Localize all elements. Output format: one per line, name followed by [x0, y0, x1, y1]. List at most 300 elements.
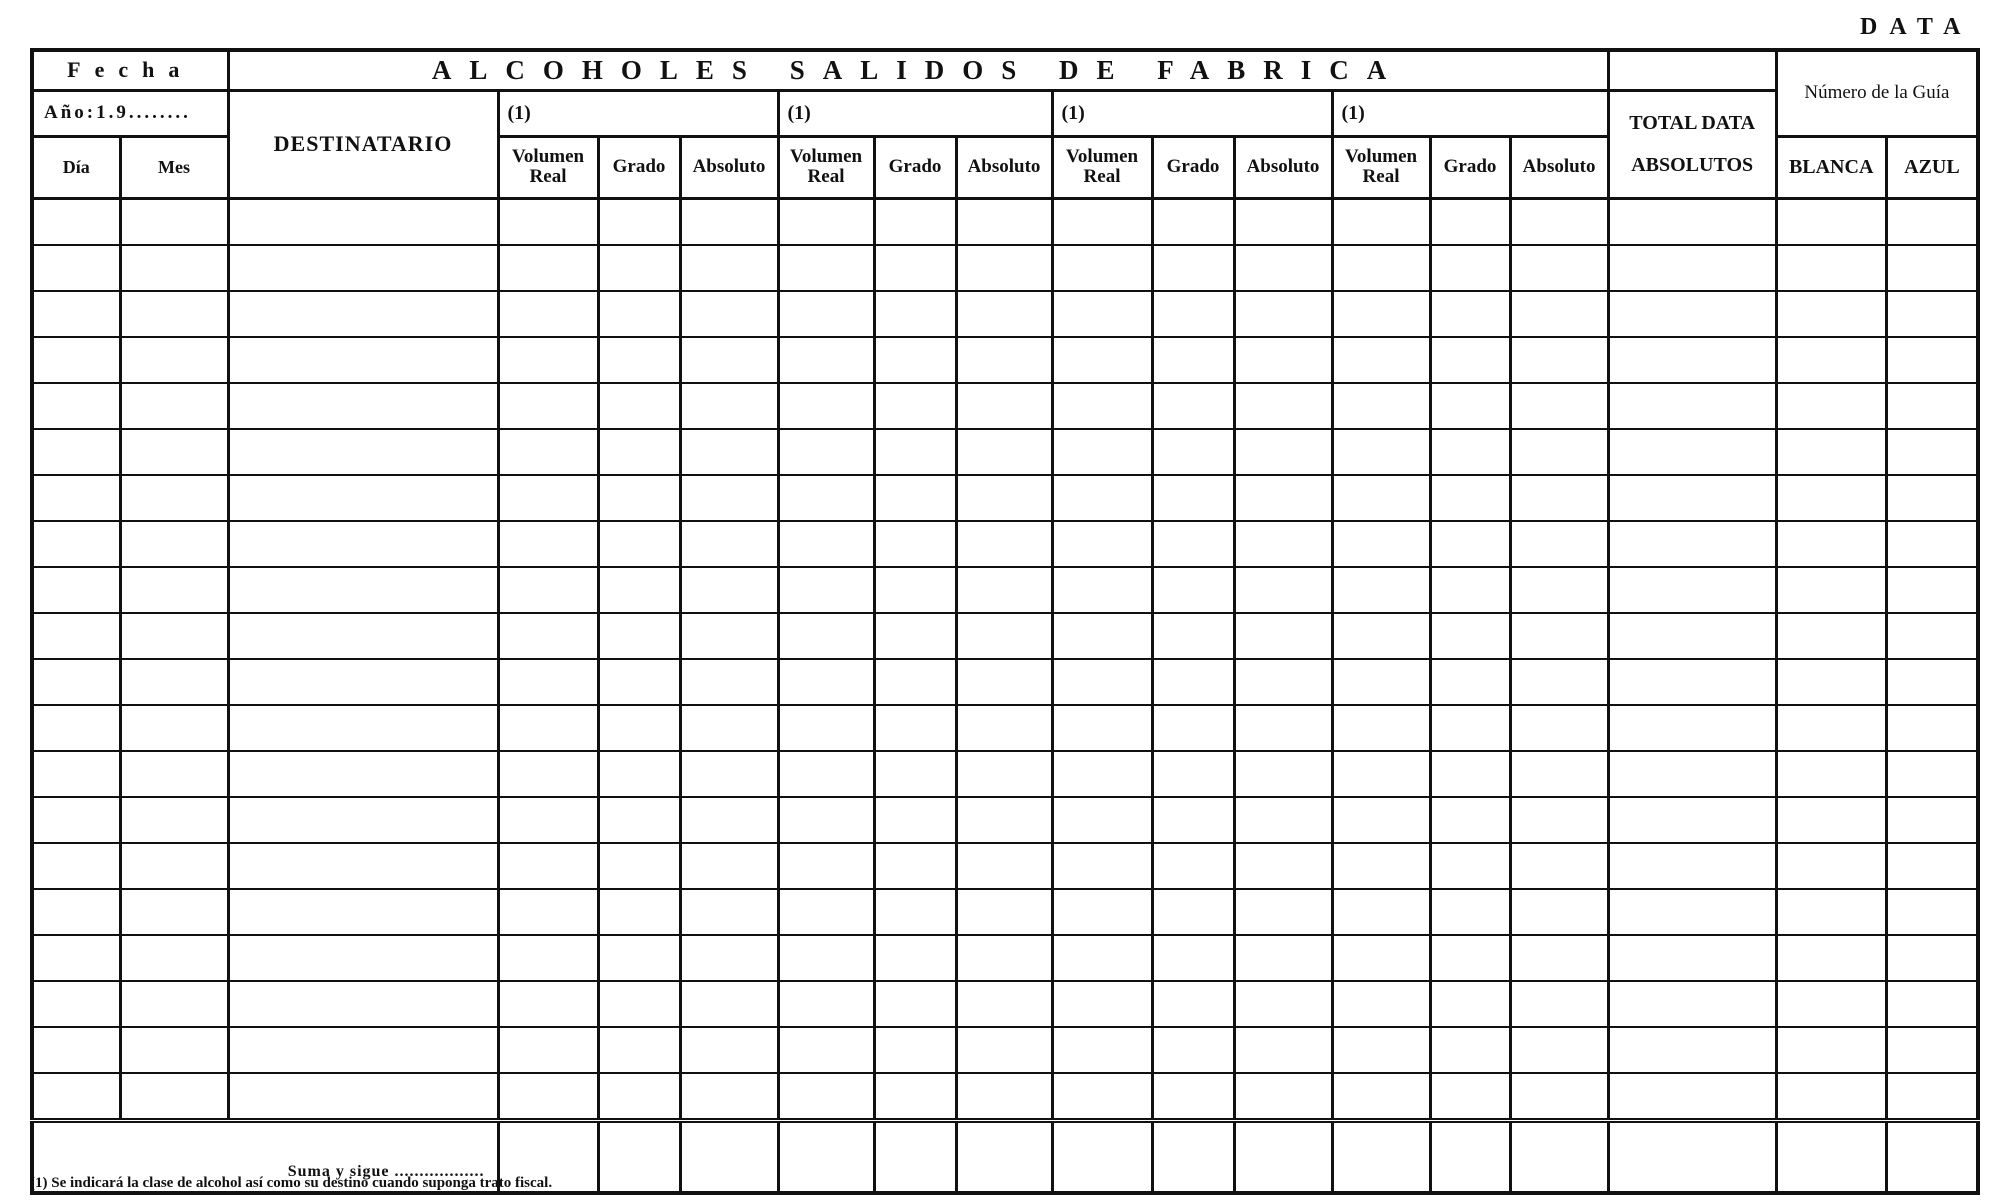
ledger-cell	[228, 659, 498, 705]
ledger-cell	[228, 521, 498, 567]
ledger-cell	[32, 567, 120, 613]
ledger-cell	[1052, 1027, 1152, 1073]
ledger-cell	[32, 337, 120, 383]
ledger-cell	[1152, 613, 1234, 659]
ledger-row	[32, 383, 1978, 429]
ledger-cell	[1886, 613, 1978, 659]
ledger-cell	[1776, 1073, 1886, 1121]
ledger-cell	[1776, 659, 1886, 705]
ledger-cell	[32, 383, 120, 429]
ledger-cell	[1886, 935, 1978, 981]
g3-volumen-header: Volumen Real	[1052, 136, 1152, 198]
ledger-cell	[1430, 245, 1510, 291]
ledger-cell	[680, 751, 778, 797]
ledger-cell	[680, 383, 778, 429]
ledger-cell	[120, 198, 228, 245]
ledger-cell	[1430, 935, 1510, 981]
ledger-row	[32, 337, 1978, 383]
sum-cell	[1608, 1120, 1776, 1193]
sum-cell	[1510, 1120, 1608, 1193]
ledger-cell	[680, 521, 778, 567]
total-absolutos-header	[1608, 90, 1776, 198]
ledger-cell	[874, 751, 956, 797]
ledger-cell	[1776, 797, 1886, 843]
ledger-cell	[1234, 981, 1332, 1027]
ledger-cell	[1052, 383, 1152, 429]
ledger-cell	[498, 981, 598, 1027]
ledger-row	[32, 291, 1978, 337]
g2-absoluto-header: Absoluto	[956, 136, 1052, 198]
ledger-cell	[1776, 751, 1886, 797]
ledger-row	[32, 429, 1978, 475]
ledger-cell	[956, 1073, 1052, 1121]
ledger-cell	[1430, 1073, 1510, 1121]
ledger-cell	[1608, 337, 1776, 383]
ledger-cell	[228, 889, 498, 935]
group-2-note: (1)	[778, 90, 1052, 136]
ledger-cell	[1608, 1027, 1776, 1073]
ledger-cell	[598, 981, 680, 1027]
ledger-cell	[1234, 659, 1332, 705]
ledger-cell	[1052, 337, 1152, 383]
ledger-cell	[956, 797, 1052, 843]
ledger-cell	[1152, 1027, 1234, 1073]
ledger-cell	[598, 797, 680, 843]
ledger-cell	[1052, 659, 1152, 705]
ledger-cell	[1052, 1073, 1152, 1121]
ledger-cell	[1332, 1073, 1430, 1121]
ledger-cell	[1886, 198, 1978, 245]
ledger-cell	[228, 613, 498, 659]
ledger-cell	[1510, 613, 1608, 659]
ledger-cell	[1430, 429, 1510, 475]
ledger-cell	[32, 705, 120, 751]
ledger-cell	[874, 429, 956, 475]
ledger-cell	[228, 1073, 498, 1121]
ledger-cell	[1510, 337, 1608, 383]
ledger-cell	[1886, 705, 1978, 751]
ledger-cell	[1608, 889, 1776, 935]
ledger-cell	[1234, 475, 1332, 521]
ledger-cell	[598, 659, 680, 705]
ledger-cell	[1234, 1027, 1332, 1073]
ledger-cell	[956, 337, 1052, 383]
ledger-cell	[874, 291, 956, 337]
ledger-cell	[1608, 705, 1776, 751]
ledger-cell	[778, 889, 874, 935]
ledger-cell	[874, 567, 956, 613]
ledger-cell	[874, 245, 956, 291]
ledger-cell	[680, 889, 778, 935]
ledger-cell	[1510, 475, 1608, 521]
ledger-cell	[778, 1073, 874, 1121]
ledger-cell	[1152, 843, 1234, 889]
ledger-cell	[498, 245, 598, 291]
ledger-cell	[1608, 981, 1776, 1027]
sum-cell	[598, 1120, 680, 1193]
ledger-cell	[32, 521, 120, 567]
ledger-row	[32, 797, 1978, 843]
ledger-cell	[874, 337, 956, 383]
ledger-cell	[32, 797, 120, 843]
ledger-cell	[1510, 935, 1608, 981]
ledger-cell	[598, 705, 680, 751]
ledger-cell	[778, 567, 874, 613]
ledger-cell	[1332, 981, 1430, 1027]
ledger-cell	[1234, 613, 1332, 659]
ledger-cell	[1776, 567, 1886, 613]
ledger-cell	[874, 889, 956, 935]
ledger-cell	[1332, 843, 1430, 889]
sum-cell	[1152, 1120, 1234, 1193]
ledger-cell	[1776, 521, 1886, 567]
ledger-cell	[956, 198, 1052, 245]
ledger-cell	[598, 337, 680, 383]
g4-grado-header: Grado	[1430, 136, 1510, 198]
ledger-cell	[1608, 843, 1776, 889]
ledger-cell	[228, 475, 498, 521]
ledger-cell	[1510, 198, 1608, 245]
ledger-cell	[498, 751, 598, 797]
ledger-cell	[1152, 659, 1234, 705]
ledger-row	[32, 935, 1978, 981]
ledger-cell	[498, 475, 598, 521]
ledger-cell	[120, 613, 228, 659]
ledger-cell	[1052, 889, 1152, 935]
ledger-row	[32, 751, 1978, 797]
ledger-cell	[680, 291, 778, 337]
ledger-cell	[1430, 613, 1510, 659]
total-line-2: ABSOLUTOS	[1631, 154, 1754, 176]
ledger-cell	[1510, 521, 1608, 567]
ledger-cell	[956, 521, 1052, 567]
sum-cell	[874, 1120, 956, 1193]
ledger-cell	[1510, 1027, 1608, 1073]
ledger-cell	[874, 475, 956, 521]
destinatario-header: DESTINATARIO	[228, 90, 498, 198]
ledger-cell	[1430, 981, 1510, 1027]
ledger-row	[32, 1073, 1978, 1121]
page-type-label: DATA	[1860, 14, 1973, 40]
ledger-cell	[498, 1073, 598, 1121]
ledger-cell	[778, 291, 874, 337]
ledger-cell	[1608, 797, 1776, 843]
ledger-cell	[228, 797, 498, 843]
mes-header: Mes	[120, 136, 228, 198]
ledger-cell	[1052, 198, 1152, 245]
ledger-cell	[1052, 521, 1152, 567]
ledger-cell	[1776, 935, 1886, 981]
ledger-row	[32, 245, 1978, 291]
ledger-cell	[1430, 797, 1510, 843]
ledger-cell	[1886, 659, 1978, 705]
ledger-cell	[1152, 705, 1234, 751]
suma-y-sigue-label: Suma y sigue ..................	[32, 1120, 498, 1193]
ledger-cell	[1430, 291, 1510, 337]
ledger-cell	[1052, 567, 1152, 613]
ledger-cell	[1886, 981, 1978, 1027]
ledger-cell	[1234, 198, 1332, 245]
ledger-cell	[1152, 291, 1234, 337]
ledger-cell	[228, 1027, 498, 1073]
ledger-cell	[120, 383, 228, 429]
ledger-cell	[778, 935, 874, 981]
ledger-cell	[778, 797, 874, 843]
ledger-cell	[680, 1027, 778, 1073]
ledger-cell	[1052, 613, 1152, 659]
group-1-note: (1)	[498, 90, 778, 136]
ledger-cell	[1430, 383, 1510, 429]
ledger-cell	[778, 429, 874, 475]
ledger-cell	[1776, 613, 1886, 659]
ledger-cell	[1430, 521, 1510, 567]
ledger-cell	[1886, 337, 1978, 383]
g3-absoluto-header: Absoluto	[1234, 136, 1332, 198]
ledger-cell	[956, 981, 1052, 1027]
ledger-cell	[1052, 935, 1152, 981]
ledger-cell	[1152, 935, 1234, 981]
ledger-cell	[1510, 843, 1608, 889]
ledger-cell	[1234, 337, 1332, 383]
ledger-cell	[498, 337, 598, 383]
ledger-cell	[1886, 797, 1978, 843]
ledger-cell	[1608, 521, 1776, 567]
ledger-cell	[778, 705, 874, 751]
ledger-cell	[598, 1073, 680, 1121]
ledger-cell	[680, 705, 778, 751]
ledger-cell	[1886, 475, 1978, 521]
ledger-cell	[1510, 291, 1608, 337]
ledger-cell	[32, 889, 120, 935]
ledger-cell	[1608, 567, 1776, 613]
ledger-cell	[1886, 521, 1978, 567]
ledger-cell	[874, 383, 956, 429]
ledger-cell	[1332, 751, 1430, 797]
ledger-cell	[1052, 475, 1152, 521]
ledger-cell	[598, 475, 680, 521]
ledger-cell	[956, 429, 1052, 475]
ledger-cell	[956, 659, 1052, 705]
ledger-cell	[680, 843, 778, 889]
ledger-cell	[1332, 291, 1430, 337]
group-3-note: (1)	[1052, 90, 1332, 136]
ledger-cell	[680, 659, 778, 705]
ledger-cell	[1152, 245, 1234, 291]
ledger-cell	[1332, 613, 1430, 659]
ledger-cell	[778, 521, 874, 567]
ledger-cell	[120, 935, 228, 981]
ledger-cell	[1510, 383, 1608, 429]
ledger-cell	[228, 429, 498, 475]
ledger-cell	[228, 198, 498, 245]
ledger-cell	[120, 889, 228, 935]
ano-field: Año:1.9........	[32, 90, 228, 136]
ledger-cell	[956, 567, 1052, 613]
ledger-cell	[874, 521, 956, 567]
g1-volumen-header: Volumen Real	[498, 136, 598, 198]
ledger-cell	[228, 337, 498, 383]
ledger-cell	[956, 843, 1052, 889]
ledger-cell	[1510, 705, 1608, 751]
ledger-cell	[498, 843, 598, 889]
ledger-cell	[498, 797, 598, 843]
ledger-cell	[498, 198, 598, 245]
ledger-cell	[32, 475, 120, 521]
g4-volumen-header: Volumen Real	[1332, 136, 1430, 198]
ledger-cell	[874, 705, 956, 751]
ledger-cell	[32, 1027, 120, 1073]
g2-volumen-header: Volumen Real	[778, 136, 874, 198]
ledger-cell	[598, 198, 680, 245]
ledger-cell	[498, 659, 598, 705]
ledger-cell	[1608, 935, 1776, 981]
ledger-cell	[956, 705, 1052, 751]
fecha-header: Fecha	[32, 50, 228, 90]
ledger-cell	[1234, 935, 1332, 981]
ledger-cell	[1052, 245, 1152, 291]
ledger-cell	[1234, 429, 1332, 475]
ledger-cell	[32, 935, 120, 981]
ledger-cell	[228, 751, 498, 797]
ledger-cell	[956, 889, 1052, 935]
ledger-cell	[498, 429, 598, 475]
ledger-cell	[956, 383, 1052, 429]
ledger-row	[32, 521, 1978, 567]
ledger-cell	[598, 843, 680, 889]
ledger-cell	[956, 613, 1052, 659]
ledger-cell	[228, 843, 498, 889]
ledger-row	[32, 198, 1978, 245]
ledger-cell	[1052, 797, 1152, 843]
ledger-cell	[1510, 981, 1608, 1027]
ledger-cell	[1332, 245, 1430, 291]
azul-header: AZUL	[1886, 136, 1978, 198]
ledger-row	[32, 705, 1978, 751]
ledger-cell	[1234, 889, 1332, 935]
ledger-cell	[1332, 383, 1430, 429]
ledger-cell	[1332, 1027, 1430, 1073]
ledger-cell	[598, 567, 680, 613]
ledger-cell	[228, 981, 498, 1027]
ledger-cell	[1510, 659, 1608, 705]
ledger-cell	[1332, 705, 1430, 751]
ledger-cell	[874, 1073, 956, 1121]
ledger-cell	[778, 613, 874, 659]
sum-cell	[1886, 1120, 1978, 1193]
ledger-cell	[1430, 705, 1510, 751]
ledger-cell	[1152, 337, 1234, 383]
ledger-cell	[680, 935, 778, 981]
ledger-cell	[1152, 797, 1234, 843]
group-4-note: (1)	[1332, 90, 1608, 136]
ledger-cell	[228, 567, 498, 613]
ledger-cell	[680, 981, 778, 1027]
ledger-cell	[32, 613, 120, 659]
sum-cell	[1052, 1120, 1152, 1193]
ledger-cell	[874, 198, 956, 245]
ledger-cell	[120, 981, 228, 1027]
ledger-cell	[598, 613, 680, 659]
ledger-cell	[120, 567, 228, 613]
ledger-cell	[1332, 889, 1430, 935]
ledger-cell	[1234, 291, 1332, 337]
ledger-cell	[228, 245, 498, 291]
ledger-row	[32, 1027, 1978, 1073]
ledger-cell	[1152, 889, 1234, 935]
ledger-cell	[778, 383, 874, 429]
ledger-cell	[1886, 383, 1978, 429]
ledger-row	[32, 567, 1978, 613]
ledger-cell	[120, 429, 228, 475]
ledger-cell	[1052, 291, 1152, 337]
ledger-cell	[1776, 889, 1886, 935]
blanca-header: BLANCA	[1776, 136, 1886, 198]
sum-cell	[1430, 1120, 1510, 1193]
ledger-cell	[1510, 889, 1608, 935]
ledger-cell	[1608, 429, 1776, 475]
ledger-cell	[1886, 751, 1978, 797]
ledger-row	[32, 659, 1978, 705]
ledger-cell	[680, 613, 778, 659]
ledger-cell	[1608, 659, 1776, 705]
ledger-cell	[1886, 291, 1978, 337]
ledger-cell	[874, 797, 956, 843]
ledger-cell	[1608, 291, 1776, 337]
alcohol-output-ledger	[30, 48, 1980, 1195]
ledger-cell	[1152, 567, 1234, 613]
ledger-cell	[1052, 429, 1152, 475]
ledger-cell	[778, 981, 874, 1027]
ledger-cell	[1234, 245, 1332, 291]
ledger-cell	[1886, 889, 1978, 935]
ledger-cell	[498, 1027, 598, 1073]
ledger-cell	[1332, 337, 1430, 383]
ledger-cell	[1234, 705, 1332, 751]
ledger-cell	[1234, 843, 1332, 889]
ledger-cell	[1510, 245, 1608, 291]
ledger-cell	[1776, 705, 1886, 751]
ledger-cell	[1608, 751, 1776, 797]
ledger-cell	[778, 337, 874, 383]
ledger-cell	[1886, 429, 1978, 475]
ledger-cell	[120, 705, 228, 751]
ledger-cell	[1152, 1073, 1234, 1121]
ledger-cell	[1608, 1073, 1776, 1121]
ledger-cell	[874, 981, 956, 1027]
ledger-cell	[598, 751, 680, 797]
sum-cell	[1776, 1120, 1886, 1193]
ledger-cell	[778, 751, 874, 797]
sum-cell	[956, 1120, 1052, 1193]
ledger-row	[32, 981, 1978, 1027]
ledger-cell	[32, 981, 120, 1027]
ledger-cell	[1052, 981, 1152, 1027]
ledger-cell	[1234, 567, 1332, 613]
ledger-cell	[228, 291, 498, 337]
ledger-cell	[498, 521, 598, 567]
ledger-cell	[120, 337, 228, 383]
ledger-cell	[874, 613, 956, 659]
ledger-cell	[874, 1027, 956, 1073]
ledger-cell	[1152, 383, 1234, 429]
ledger-cell	[1776, 1027, 1886, 1073]
ledger-cell	[1332, 935, 1430, 981]
ledger-cell	[598, 291, 680, 337]
ledger-cell	[956, 291, 1052, 337]
ledger-cell	[874, 935, 956, 981]
ledger-cell	[778, 245, 874, 291]
ledger-cell	[1234, 797, 1332, 843]
